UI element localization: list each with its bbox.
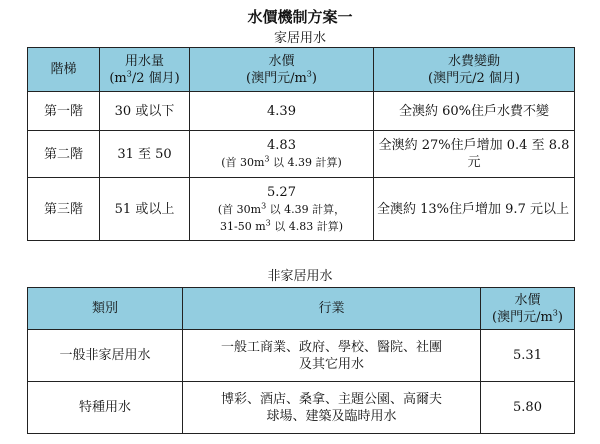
header-usage: 用水量 ($m^3/2$ 個月) <box>100 48 190 92</box>
category-cell: 一般非家居用水 <box>28 330 183 382</box>
industry-cell: 博彩、酒店、桑拿、主題公園、高爾夫球場、建築及臨時用水 <box>183 382 481 434</box>
header-industry: 行業 <box>183 288 481 330</box>
table-row <box>28 382 575 434</box>
domestic-subtitle: 家居用水 <box>273 31 326 46</box>
page-title: 水價機制方案一 <box>247 8 353 26</box>
domestic-water-table <box>27 47 575 241</box>
header-tier: 階梯 <box>28 48 100 92</box>
table-row <box>28 92 575 131</box>
price-cell: 4.83 (首 $30m^3$ 以 4.39 計算) <box>190 131 374 178</box>
industry-cell: 一般工商業、政府、學校、醫院、社團及其它用水 <box>183 330 481 382</box>
usage-cell: 51 或以上 <box>100 178 190 241</box>
tier-cell: 第二階 <box>28 131 100 178</box>
price-cell: 5.80 <box>481 382 575 434</box>
header-change: 水費變動 (澳門元/2 個月) <box>374 48 575 92</box>
price-cell: 4.39 <box>190 92 374 131</box>
usage-cell: 31 至 50 <box>100 131 190 178</box>
header-category: 類別 <box>28 288 183 330</box>
header-price: 水價 (澳門元$/m^3$) <box>481 288 575 330</box>
tier-cell: 第三階 <box>28 178 100 241</box>
change-cell: 全澳約 60%住戶水費不變 <box>374 92 575 131</box>
price-cell: 5.31 <box>481 330 575 382</box>
table-row <box>28 330 575 382</box>
table-header-row <box>28 288 575 330</box>
tier-cell: 第一階 <box>28 92 100 131</box>
table-header-row <box>28 48 575 92</box>
header-price: 水價 (澳門元$/m^3$) <box>190 48 374 92</box>
non-domestic-water-table <box>27 287 575 434</box>
table-row <box>28 178 575 241</box>
category-cell: 特種用水 <box>28 382 183 434</box>
price-cell: 5.27 (首 $30m^3$ 以 4.39 計算， 31-50 $m^3$ 以 4.83 計算) <box>190 178 374 241</box>
change-cell: 全澳約 27%住戶增加 0.4 至 8.8 元 <box>374 131 575 178</box>
change-cell: 全澳約 13%住戶增加 9.7 元以上 <box>374 178 575 241</box>
table-row <box>28 131 575 178</box>
non-domestic-subtitle: 非家居用水 <box>267 269 333 284</box>
usage-cell: 30 或以下 <box>100 92 190 131</box>
